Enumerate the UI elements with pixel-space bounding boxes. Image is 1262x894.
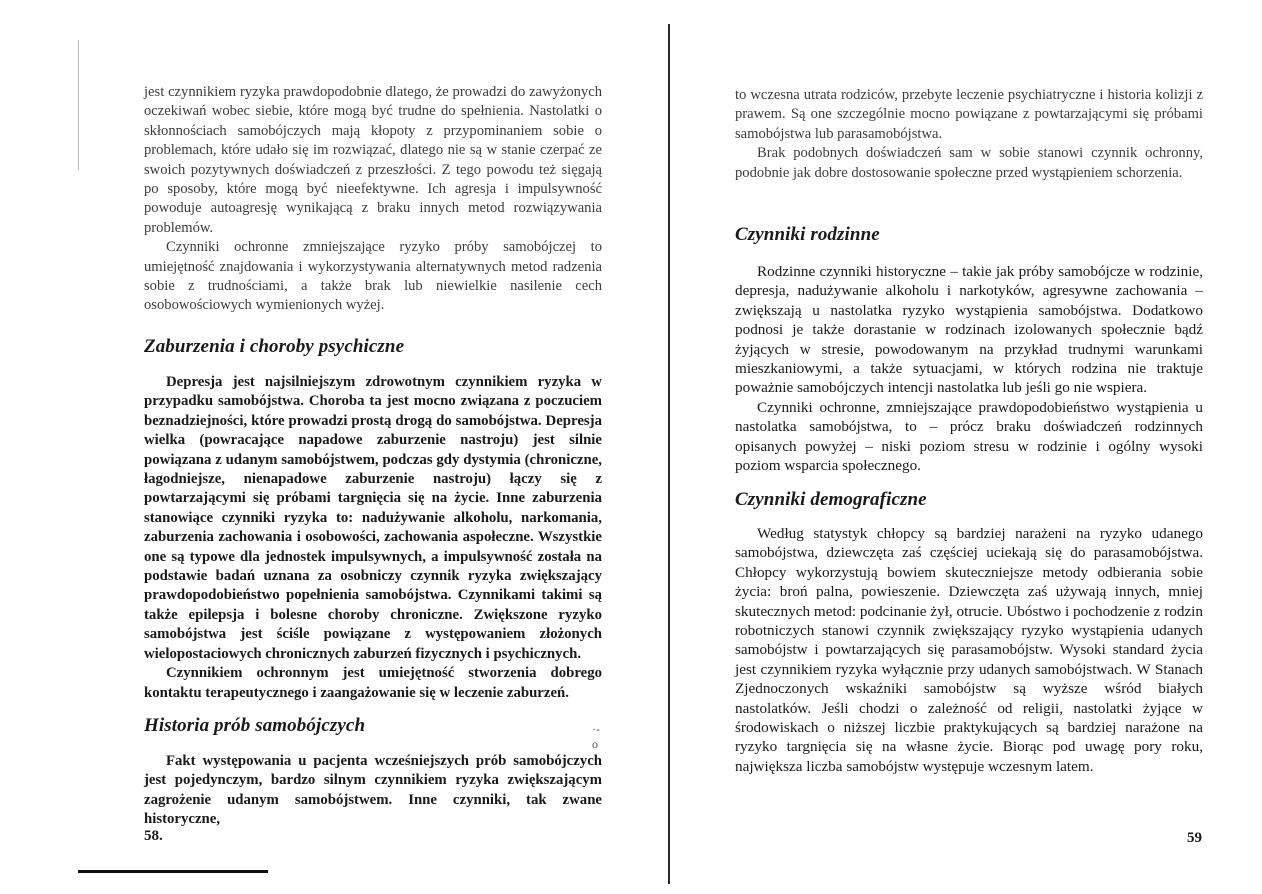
left-disorders-paragraph-1: Depresja jest najsilniejszym zdrowotnym czynnikiem ryzyka w przypadku samobójstwa. Choroba ta jest mocno związana z poczuciem beznadziejności, które prowadzi prostą drogą do samobójstwa. Depresja wielka (powracające napadowe zaburzenie nastroju) jest silnie powiązana z udanym samobójstwem, podczas gdy dystymia (chroniczne, łagodniejsze, nienapadowe zaburzenie nastroju) łączy się z powtarzającymi się próbami targnięcia się na życie. Inne zaburzenia stanowiące czynniki ryzyka to: nadużywanie alkoholu, narkomania, zaburzenia zachowania i osobowości, zachowania aspołeczne. Wszystkie one są typowe dla jednostek impulsywnych, a impulsywność została na podstawie badań uznana za osobniczy czynnik ryzyka zwiększający prawdopodobieństwo popełnienia samobójstwa. Czynnikami takimi są także epilepsja i bolesne choroby chroniczne. Zwiększone ryzyko samobójstwa jest ściśle powiązane z występowaniem złożonych wielopostaciowych chronicznych zaburzeń fizycznych i psychicznych. [144,374,602,662]
left-section-heading-disorders: Zaburzenia i choroby psychiczne [144,336,405,357]
right-page-number: 59 [1187,830,1202,846]
book-gutter [668,24,670,884]
right-family-paragraph-2: Czynniki ochronne, zmniejszające prawdopodobieństwo wystąpienia u nastolatka samobójstwa, to – prócz braku doświadczeń rodzinnych opisanych powyżej – niski poziom stresu w rodzinie i ogólny wysoki poziom wsparcia społecznego. [735,398,1203,475]
right-intro-paragraph-2: Brak podobnych doświadczeń sam w sobie stanowi czynnik ochronny, podobnie jak dobre dostosowanie społeczne przed wystąpieniem schorzenia. [735,145,1203,181]
left-section-history-body [144,752,602,830]
page-edge-shadow [78,40,79,170]
left-disorders-paragraph-2: Czynnikiem ochronnym jest umiejętność stworzenia dobrego kontaktu terapeutycznego i zaangażowanie się w leczenie zaburzeń. [144,665,602,701]
left-intro-block [144,83,602,316]
left-intro-paragraph-1: jest czynnikiem ryzyka prawdopodobnie dlatego, że prowadzi do zawyżonych oczekiwań wobec siebie, które mogą być trudne do spełnienia. Nastolatki o skłonnościach samobójczych mają kłopoty z przypominaniem sobie o problemach, które udało się im rozwiązać, dlatego nie są w stanie czerpać ze swoich pozytywnych doświadczeń z przeszłości. Z tego powodu też sięgają po sposoby, które mogą być nieefektywne. Ich agresja i impulsywność powoduje autoagresję wynikającą z braku innych metod rozwiązywania problemów. [144,84,602,236]
right-section-family-body [735,262,1203,475]
right-family-paragraph-1: Rodzinne czynniki historyczne – takie jak próby samobójcze w rodzinie, depresja, nadużywanie alkoholu i narkotyków, agresywne zachowania – zwiększają u nastolatka ryzyko wystąpienia samobójstwa. Dodatkowo podnosi je także dorastanie w rodzinach izolowanych społecznie bądź żyjących w stresie, powodowanym na przykład trudnymi warunkami mieszkaniowymi, a także sytuacjami, w których rodzina nie traktuje poważnie samobójczych intencji nastolatka lub jeśli go nie wspiera. [735,263,1203,397]
right-section-heading-family: Czynniki rodzinne [735,224,880,245]
right-intro-paragraph-1: to wczesna utrata rodziców, przebyte leczenie psychiatryczne i historia kolizji z prawem. Są one szczególnie mocno powiązane z powtarzającymi się próbami samobójstwa lub parasamobójstwa. [735,87,1203,142]
scan-artifact-mark: ·-o [592,722,600,751]
right-section-demographic-body [735,524,1203,776]
left-section-heading-history: Historia prób samobójczych [144,715,366,736]
left-history-paragraph-1: Fakt występowania u pacjenta wcześniejszych prób samobójczych jest pojedynczym, bardzo silnym czynnikiem ryzyka zwiększającym zagrożenie udanym samobójstwem. Inne czynniki, tak zwane historyczne, [144,753,602,828]
right-intro-block [735,86,1203,183]
right-section-heading-demographic: Czynniki demograficzne [735,489,927,510]
left-section-disorders-body [144,373,602,703]
left-page-number: 58. [144,828,163,844]
right-demographic-paragraph-1: Według statystyk chłopcy są bardziej narażeni na ryzyko udanego samobójstwa, dziewczęta zaś częściej uciekają się do parasamobójstwa. Chłopcy wykorzystują bowiem skuteczniejsze metody odbierania sobie życia: broń palna, powieszenie. Dziewczęta zaś używają innych, mniej skutecznych metod: podcinanie żył, otrucie. Ubóstwo i pochodzenie z rodzin robotniczych stanowi czynnik zwiększający ryzyko wystąpienia udanych samobójstw i powtarzających się parasamobójstw. Wysoki standard życia jest czynnikiem ryzyka wyłącznie przy udanych samobójstwach. W Stanach Zjednoczonych wskaźniki samobójstw są wyższe wśród białych nastolatków. Jeśli chodzi o zależność od religii, nastolatki żyjące w środowiskach o niższej liczbie praktykujących są bardziej narażone na ryzyko targnięcia się na własne życie. Biorąc pod uwagę pory roku, największa liczba samobójstw występuje wczesnym latem. [735,525,1203,775]
page-bottom-edge [78,870,268,873]
left-intro-paragraph-2: Czynniki ochronne zmniejszające ryzyko próby samobójczej to umiejętność znajdowania i wykorzystywania alternatywnych metod radzenia sobie z trudnościami, a także brak lub niewielkie nasilenie cech osobowościowych wymienionych wyżej. [144,239,602,314]
